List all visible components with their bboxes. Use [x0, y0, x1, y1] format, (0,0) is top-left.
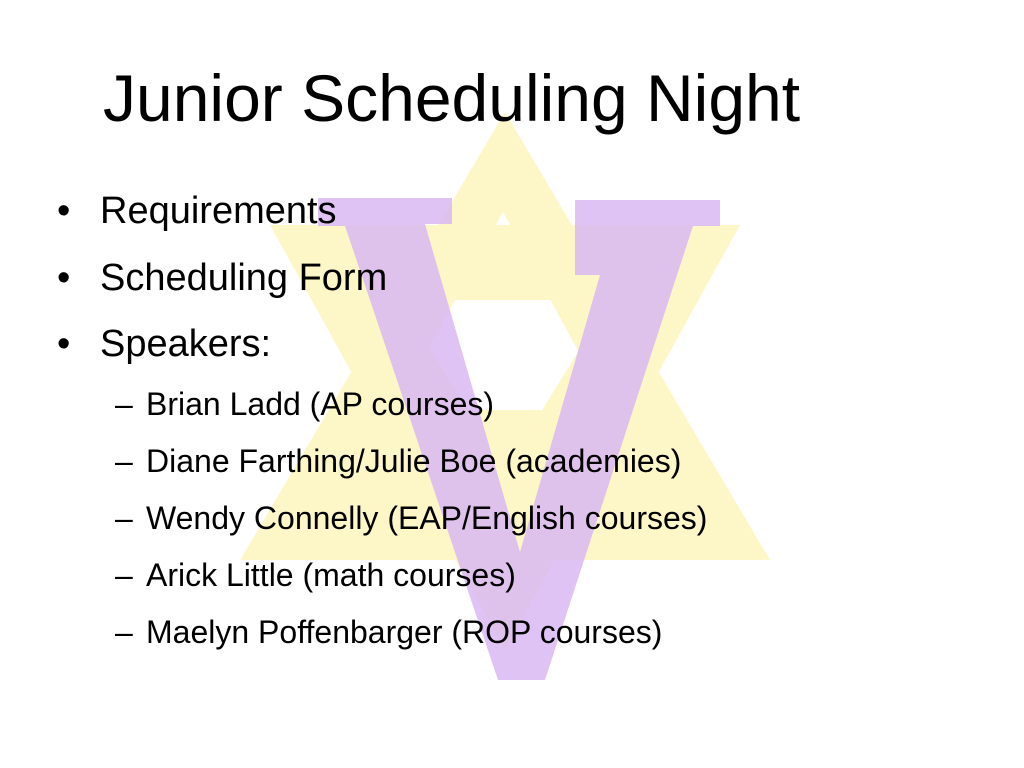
bullet-dot: •	[57, 323, 71, 365]
dash-marker: –	[115, 386, 133, 422]
bullet-item	[57, 188, 387, 234]
speaker-list	[115, 384, 707, 669]
bullet-label: Speakers:	[100, 323, 272, 365]
dash-marker: –	[115, 443, 133, 479]
bullet-label: Requirements	[100, 190, 337, 232]
speaker-item	[115, 498, 707, 538]
speaker-item	[115, 441, 707, 481]
slide-title: Junior Scheduling Night	[103, 61, 801, 135]
speaker-item	[115, 384, 707, 424]
bullet-item	[57, 321, 387, 367]
bullet-dot: •	[57, 256, 71, 299]
bullet-item	[57, 255, 387, 301]
speaker-label: Wendy Connelly (EAP/English courses)	[146, 500, 708, 536]
speaker-label: Brian Ladd (AP courses)	[146, 386, 495, 422]
speaker-label: Diane Farthing/Julie Boe (academies)	[146, 443, 682, 479]
speaker-label: Arick Little (math courses)	[146, 557, 516, 593]
dash-marker: –	[115, 557, 133, 593]
bullet-dot: •	[57, 190, 71, 232]
bullet-list	[57, 188, 387, 388]
bullet-label: Scheduling Form	[100, 256, 388, 299]
speaker-label: Maelyn Poffenbarger (ROP courses)	[146, 614, 663, 650]
speaker-item	[115, 612, 707, 652]
speaker-item	[115, 555, 707, 595]
dash-marker: –	[115, 614, 133, 650]
dash-marker: –	[115, 500, 133, 536]
